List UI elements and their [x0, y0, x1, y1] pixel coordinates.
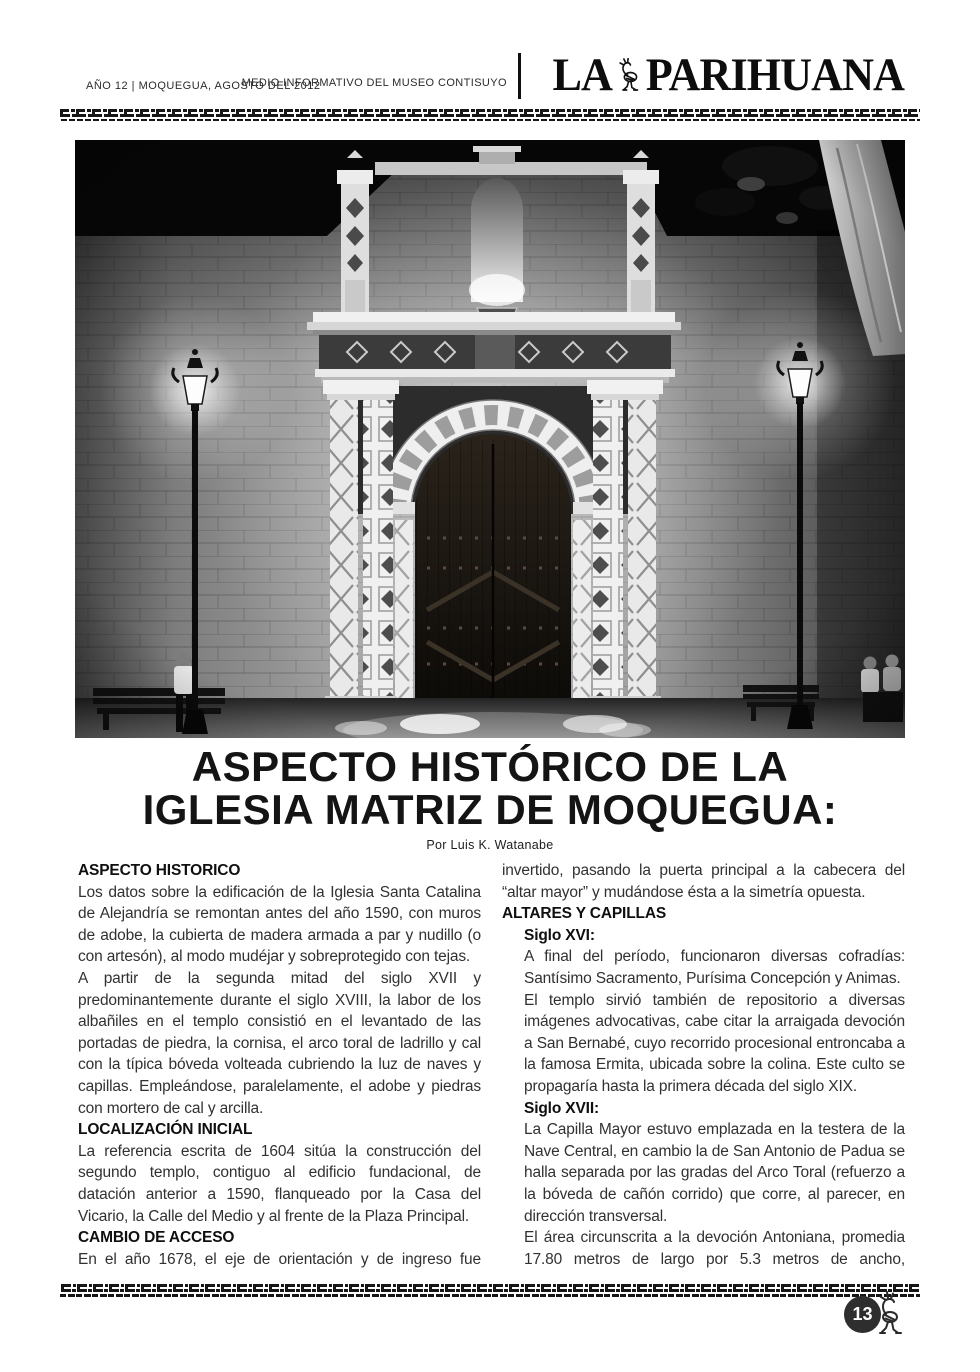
paragraph: A final del período, funcionaron diversas cofradías: Santísimo Sacramento, Purísima Concepción y Animas.	[524, 948, 905, 987]
church-night-photo	[75, 140, 905, 738]
paragraph: En el año 1678, el eje de orientación y de ingreso fue	[78, 1250, 481, 1268]
issue-info: AÑO 12 | MOQUEGUA, AGOSTO DEL 2012	[86, 80, 321, 92]
paragraph: La Capilla Mayor estuvo emplazada en la testera de la Nave Central, en cambio la de San Antonio de Padua se halla separada por las gradas del Arco Toral (refuerzo a la bóveda de cañón corrido) que corre, al parecer, en dirección transversal.	[524, 1121, 905, 1225]
section-heading: ASPECTO HISTORICO	[78, 862, 241, 879]
article-body	[78, 860, 905, 1270]
column-right	[502, 860, 905, 1270]
section-heading: Siglo XVI:	[524, 926, 595, 944]
section-heading: Siglo XVII:	[524, 1099, 599, 1117]
section-heading: LOCALIZACIÓN INICIAL	[78, 1121, 253, 1139]
section-heading: CAMBIO DE ACCESO	[78, 1229, 235, 1247]
masthead-divider	[518, 53, 521, 99]
page-badge	[844, 1294, 920, 1346]
parihuana-bird-icon	[872, 1290, 908, 1343]
masthead-tagline: MEDIO INFORMATIVO DEL MUSEO CONTISUYO	[241, 76, 507, 89]
paragraph: El templo sirvió también de repositorio a diversas imágenes advocativas, cabe citar la arraigada devoción a San Bernabé, cuyo recorrido procesional entroncaba a la famosa Ermita, ubicada sobre la colina. Este culto se propagaría hasta la primera década del siglo XIX.	[524, 991, 905, 1095]
masthead-word-parihuana: PARIHUANA	[645, 49, 904, 101]
section-heading: ALTARES Y CAPILLAS	[502, 905, 667, 923]
paragraph: A partir de la segunda mitad del siglo XVII y predominantemente durante el siglo XVIII, la labor de los albañiles en el templo consistió en el levantado de las portadas de piedra, la cornisa, el arco toral de ladrillo y cal con la típica bóveda volteada cubriendo la luz de naves y capillas. Empleándose, paralelamente, el adobe y piedras con mortero de cal y arcilla.	[78, 969, 481, 1117]
article-title-line2: IGLESIA MATRIZ DE MOQUEGUA:	[142, 785, 838, 833]
paragraph: El área circunscrita a la devoción Antoniana, promedia 17.80 metros de largo por 5.3 metros de ancho,	[524, 1229, 905, 1268]
parihuana-bird-icon	[616, 54, 642, 101]
masthead-word-la: LA	[552, 49, 612, 101]
decorative-border-top	[60, 107, 920, 122]
masthead-title	[552, 49, 904, 101]
article-title	[0, 743, 980, 852]
article-title-line1: ASPECTO HISTÓRICO DE LA	[191, 743, 789, 790]
masthead	[241, 49, 904, 101]
decorative-border-bottom	[60, 1283, 920, 1298]
paragraph: Los datos sobre la edificación de la Iglesia Santa Catalina de Alejandría se remontan antes del año 1590, con muros de adobe, la cubierta de madera armada a par y nudillo (o con artesón), al modo mudéjar y sobreprotegido con tejas.	[78, 883, 481, 966]
column-left	[78, 860, 481, 1270]
paragraph: La referencia escrita de 1604 sitúa la construcción del segundo templo, contiguo al edificio fundacional, de datación anterior a 1590, flanqueado por la Casa del Vicario, la Calle del Medio y al frente de la Plaza Principal.	[78, 1142, 481, 1225]
page-number: 13	[844, 1296, 881, 1333]
article-byline: Por Luis K. Watanabe	[426, 837, 554, 852]
paragraph: invertido, pasando la puerta principal a la cabecera del “altar mayor” y mudándose ésta a la simetría opuesta.	[502, 862, 905, 901]
